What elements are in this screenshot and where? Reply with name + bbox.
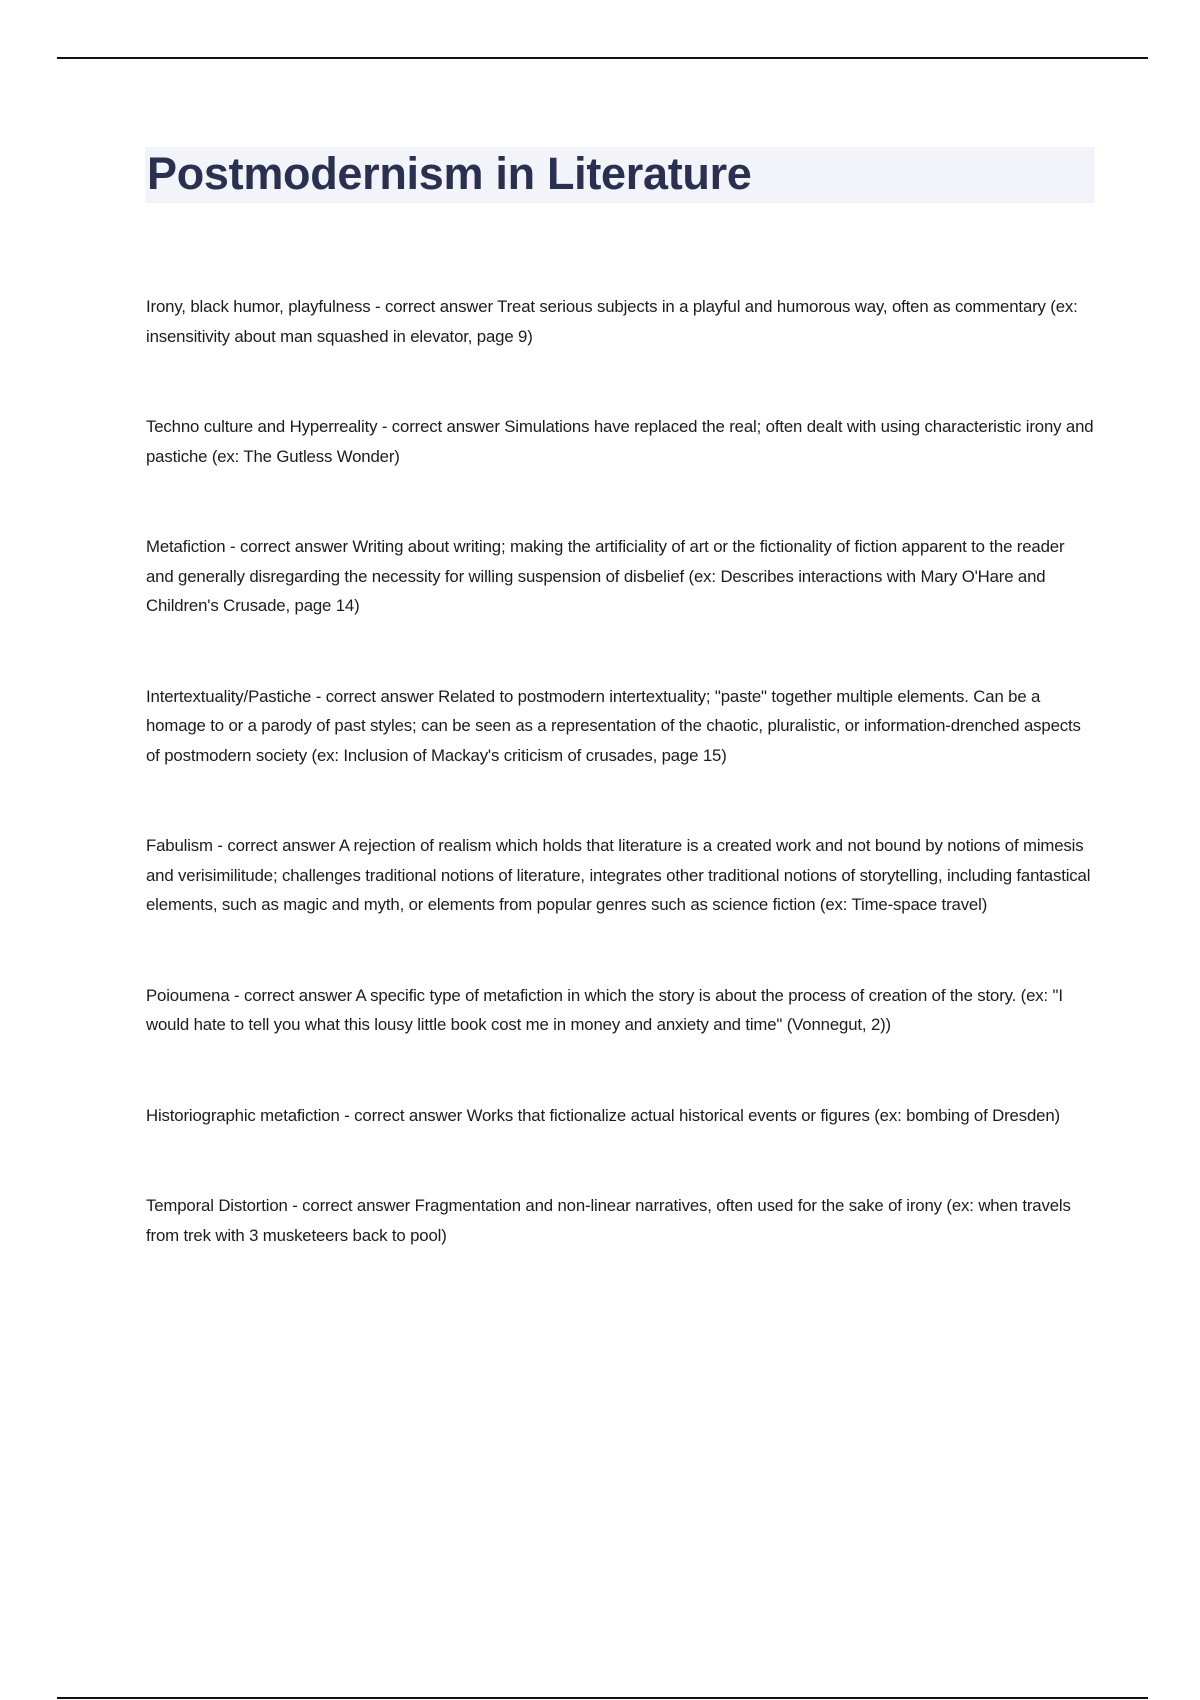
footer-rule [57, 1697, 1148, 1699]
page-title: Postmodernism in Literature [147, 148, 752, 199]
flashcard-entry: Historiographic metafiction - correct answer Works that fictionalize actual historical events or figures (ex: bombing of Dresden) [146, 1105, 1060, 1125]
flashcard-entry: Poioumena - correct answer A specific type of metafiction in which the story is about the process of creation of the story. (ex: "I would hate to tell you what this lousy little book cost me in money and anxiety and time" (Vonnegut, 2)) [146, 985, 1063, 1034]
flashcard-entry: Metafiction - correct answer Writing about writing; making the artificiality of art or the fictionality of fiction apparent to the reader and generally disregarding the necessity for willing suspension of disbelief (ex: Describes interactions with Mary O'Hare and Children's Crusade, page 14) [146, 537, 1065, 615]
flashcard-entry: Temporal Distortion - correct answer Fragmentation and non-linear narratives, often used for the sake of irony (ex: when travels from trek with 3 musketeers back to pool) [146, 1196, 1071, 1245]
flashcard-entry: Techno culture and Hyperreality - correct answer Simulations have replaced the real; often dealt with using characteristic irony and pastiche (ex: The Gutless Wonder) [146, 417, 1094, 466]
header-rule [57, 57, 1148, 59]
flashcard-entry: Fabulism - correct answer A rejection of realism which holds that literature is a created work and not bound by notions of mimesis and verisimilitude; challenges traditional notions of literature, integrates other traditional notions of storytelling, including fantastical elements, such as magic and myth, or elements from popular genres such as science fiction (ex: Time-space travel) [146, 836, 1091, 914]
flashcard-entry: Irony, black humor, playfulness - correct answer Treat serious subjects in a playful and humorous way, often as commentary (ex: insensitivity about man squashed in elevator, page 9) [146, 297, 1078, 346]
flashcard-list [146, 292, 1096, 1311]
flashcard-entry: Intertextuality/Pastiche - correct answer Related to postmodern intertextuality; "paste" together multiple elements. Can be a homage to or a parody of past styles; can be seen as a representation of the chaotic, pluralistic, or information-drenched aspects of postmodern society (ex: Inclusion of Mackay's criticism of crusades, page 15) [146, 686, 1081, 765]
